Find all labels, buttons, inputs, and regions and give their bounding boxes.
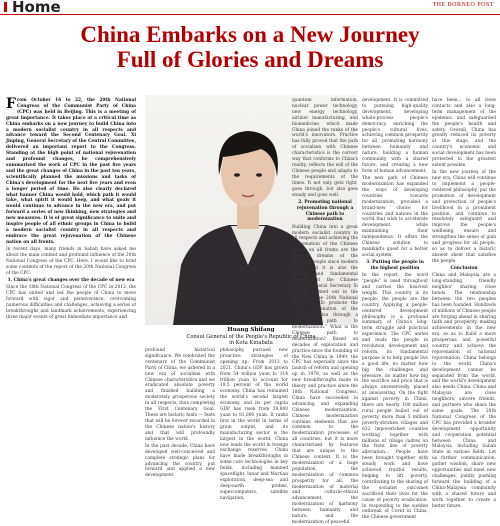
- paragraph: In recent days, many friends in Sabah have asked me about the main content and profound influence of the 20th National Congress of the CPC. Here, I would like to brief some contents of the report of the 20th National Congress of the CPC:: [6, 246, 136, 276]
- article-column-4: [292, 98, 359, 525]
- subheading: Conclusion: [450, 265, 478, 271]
- headline: [0, 22, 500, 72]
- paragraph: In the report, the word "people" is used throughout and carries the heaviest weight. This country is its people; the people are the country. Applying a people-centered development philosophy is a profound summary of China's long-term struggle and practical experience. The CPC unites and leads the people in revolution, development and reform, its fundamental purpose is to help people live a good life, no matter how big the challenges and pressure, no matter how big the sacrifice and price that is always unreservedly placed at unwavering. On the fight against poverty in China, there are nearly 100 million rural people bailed out of poverty, more than 5 million poverty-stricken villages and 832 impoverished counties working together with millions of village cadres on the front line of poverty alleviation... People have been brought together with steady work and have achieved fruitful results, helping to lift poverty, contributing to the sharing of the socialist outcomes sacrificed their lives for the cause of poverty eradication. In responding to the sudden outbreak of Covid in China, the Chinese government: [362, 273, 428, 521]
- photo-caption-name: Huang Shifang: [227, 327, 275, 333]
- lead-paragraph: rom October 16 to 22, the 20th National Congress of the Communist Party of China (CPC) was held in Beijing. This is a meeting of great importance. It takes place at a critical time as China embarks on a new journey to build China into a modern socialist country in all respects and advance toward the Second Centenary Goal. Xi Jinping, General Secretary of the Central Committee, delivered an important report to the Congress. Standing at the high point of national rejuvenation and profound changes, he comprehensively summarized the work of CPC in the past five years and the great changes of China in the past ten years, scientifically planned the missions and tasks of China's development for the next five years and even a longer period of time. He also clearly declared what banner China would hold, which path it would take, what spirit it would keep, and what goals it would continue to advance in the new era, and put forward a series of new thinking, new strategies and new measures. It is of great significance to unite and inspire people of all ethnic groups in China to build a modern socialist country in all respects and embrace the great rejuvenation of the Chinese nation on all fronts.: [6, 98, 136, 245]
- paragraph: have been... to all close contacts and also a long-term management of the epidemic, and safeguarded the people's health and safety. Overall, China has greatly reduced its poverty at this stage, and the country's economic and social development has been protected to the greatest extent possible.: [432, 98, 496, 168]
- article-column-1: [6, 98, 136, 438]
- paragraph: Since the 18th National Congress of the CPC in 2012, the CPC has united and led the people of China to move forward with vigor and perseverance, overcoming numerous difficulties and challenges, achieving a series of breakthroughs and landmark achievements, experiencing three major events of great immediate importance and: [6, 284, 136, 320]
- photo-caption-role-line-2: in Kota Kinabalu: [229, 340, 273, 346]
- photo-caption-role-line-1: Consul General of the People's Republic of China: [186, 334, 316, 340]
- section-title: Home: [12, 0, 61, 16]
- paragraph: development. It is committed to pursuing high-quality development, developing whole-process people's democracy, enriching the people's cultural lives, achieving common prosperity for all, promoting harmony between humanity and nature, building a human community with a shared future, and creating a new form of human advancement.: [362, 98, 428, 174]
- paragraph: In the past decade, China have developed well-conceived and complete strategic plans for advancing the country, put forward and applied a new development: [145, 443, 215, 479]
- paragraph: Building China into a great modern socialist country in all respects and achieving the rejuvenation of the Chinese nation on all fronts are the greatest dreams of the Chinese people since modern times, and it is also the highest and fundamental interest of the Chinese nation. General Secretary Xi Jinping pointed out in the report of the 20th National Congress, "To promote the great rejuvenation of the Chinese nation through a Chinese path to modernization." What is the Chinese path to modernization? Based on decades of exploration and practice since the founding of the New China in 1949, the CPC has especially since the launch of reform and opening up in 1978, as well as the new breakthroughs made in theory and practice since the 18th National Congress, China have succeeded in advancing and expanding Chinese modernization. Chinese modernization contains elements that are common to the modernization processes of all countries, but it is more characterized by features that are unique to the Chinese context. It is the modernization of a huge population, the modernization of common prosperity for all, the modernization of material and cultural-ethical advancement, the modernization of harmony between humanity and nature, and the modernization of peaceful: [292, 224, 359, 525]
- paragraph: In the new journey of the new era, China will continue to implement a people-centered philosophy, put the promotion of development and protection of people's livelihood in a prominent position, and continue to resolutely safeguard and improve the people's wellbeing, ensure and strengthen the sense of gain and progress for all people, so as to deliver a historic answer sheet that satisfies the people.: [432, 170, 496, 264]
- paragraph: quantum information, nuclear power technology, new energy technology, airliner manufacturing, and biomedicine, which made China joined the ranks of the world's innovators. Practice has fully proved that the path of socialism with Chinese characteristics is the correct way that conforms to China's reality, reflects the will of the Chinese people and adapts to the requirements of the times. It not only gets right, goes through, but also goes steady and goes well.: [292, 98, 358, 198]
- section-marker: [4, 2, 7, 12]
- paragraph: profound historical significance. We celebrated the centenary of the Communist Party of China, we ushered in a new era of socialism with Chinese characteristics and we eradicated absolute poverty and finished building a moderately prosperous society in all respects, thus completing the First Centenary Goal. These are historic feats — feats that will be forever recorded in the Chinese nation's history and that will profoundly influence the world.: [145, 348, 215, 442]
- publication-name: THE BORNEO POST: [432, 2, 494, 8]
- paragraph: The new path of Chinese modernization has expanded the ways of developing countries towards modernization, provided a brand-new choice for countries and nations in the world that wish to accelerate development while maintaining their independence. It offers the Chinese solution to mankind's quest for a better social system.: [362, 176, 428, 258]
- article-column-5: [362, 98, 428, 521]
- article-column-2: [145, 348, 215, 479]
- paragraph: philosophy, pursued new proactive strategies of opening up. From 2013 to 2021, China's GDP has grown from 54 trillion yuan to 114 trillion yuan to account for 18.5 percent of the world economy. China has remained the world's second largest economy, and its per capita GDP has risen from 39,800 yuan to 81,000 yuan. It ranks first in the world in terms of grain output, and its manufacturing sector is the largest in the world. China now leads the world in foreign exchange reserves. China have made breakthroughs in some core technologies in key fields, including manned spaceflight, lunar and Martian exploration, deep-sea and deep-earth probes, supercomputers, satellite navigation,: [220, 348, 288, 501]
- dropcap: F: [6, 96, 16, 112]
- subheading: 2. Promoting national rejuvenation through a Chinese path to modernization: [296, 199, 354, 223]
- section-header: [0, 0, 500, 15]
- paragraph: China and Malaysia are a long-standing friendly neighbor sharing close bonds. The relationship between the two peoples has been founded. Hundreds of millions of Chinese people are forging ahead in sharing faith and prosperity, making achievements in the new era, so as to build a more prosperous and powerful country and achieve the rejuvenation of national rejuvenation. China belongs to the world. China's development cannot be separated from the world, and the world's development also needs China. China and Malaysia are close neighbors, sincere friends, and partners who share the same goals. The 20th National Congress of the CPC has provided a broader development opportunity and cooperation potential between China and Malaysia, including Sabah State in various fields. Let us further communication, gather wisdom, share new opportunities and meet new challenges, jointly pushing forward the building of a China-Malaysia community with a shared future and work together to create a better future.: [432, 273, 496, 509]
- headline-line-1: China Embarks on a New Journey: [80, 22, 420, 47]
- headline-line-2: Full of Glories and Dreams: [116, 47, 384, 72]
- article-column-6: [432, 98, 496, 509]
- article-column-3: [220, 348, 288, 501]
- subheading: 1. China's great changes over the decade of new era: [7, 277, 135, 283]
- subheading: 3. Putting the people in the highest position: [366, 260, 424, 271]
